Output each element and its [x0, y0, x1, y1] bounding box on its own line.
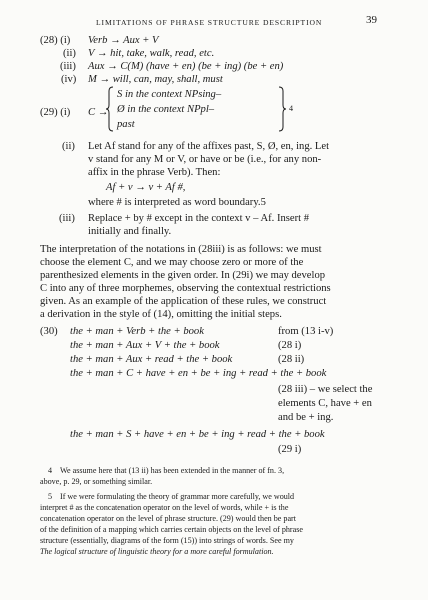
derivation-source: from (13 i-v) — [278, 326, 334, 337]
footnote-5-line: The logical structure of linguistic theory for a more careful formulation. — [40, 547, 274, 556]
derivation-source: (28 ii) — [278, 354, 305, 365]
footnote-4-line: above, p. 29, or something similar. — [40, 477, 153, 486]
footnote-5-line: of the definition of a mapping which carries certain objects on the level of phrase — [40, 525, 303, 534]
footnote-5-line: If we were formulating the theory of grammar more carefully, we would — [60, 492, 295, 501]
body-line: parenthesized elements in the given order. In (29i) we may develop — [40, 270, 326, 281]
rule-29-case-3: past — [117, 119, 135, 130]
footnote-5-line: structure (essentially, diagrams of the form (15)) into strings of words. See my — [40, 536, 294, 545]
footnote-4-mark: 4 — [48, 466, 53, 475]
footnote-4-line: We assume here that (13 ii) has been extended in the manner of fn. 3, — [60, 466, 285, 475]
rule-29-i-number: (29) (i) — [40, 107, 71, 118]
body-line: The interpretation of the notations in (28iii) is as follows: we must — [40, 244, 322, 255]
left-brace — [105, 86, 115, 132]
body-line: given. As an example of the application of these rules, we construct — [40, 296, 327, 307]
rule-29-ii-line: where # is interpreted as word boundary.5 — [88, 197, 266, 208]
body-line: C into any of three morphemes, observing the contextual restrictions — [40, 283, 331, 294]
derivation-source: (29 i) — [278, 444, 302, 455]
derivation-note: and be + ing. — [278, 412, 334, 423]
derivation-string: the + man + S + have + en + be + ing + read + the + book — [70, 429, 325, 440]
derivation-string: the + man + Aux + read + the + book — [70, 354, 233, 365]
rule-29-case-2: Ø in the context NPpl– — [117, 104, 215, 115]
rule-29-i-lhs: C → — [88, 107, 109, 118]
page-number: 39 — [366, 14, 377, 26]
rule-29-ii-line: v stand for any M or V, or have or be (i.e., for any non- — [88, 154, 322, 165]
right-brace — [278, 86, 288, 132]
footnote-5-mark: 5 — [48, 492, 53, 501]
body-line: choose the element C, and we may choose zero or more of the — [40, 257, 304, 268]
derivation-note: elements C, have + en — [278, 398, 372, 409]
rule-28-ii-text: V → hit, take, walk, read, etc. — [88, 48, 215, 59]
rule-29-ii-number: (ii) — [62, 141, 75, 152]
body-line: a derivation in the style of (14), omitting the initial steps. — [40, 309, 282, 320]
derivation-string: the + man + Aux + V + the + book — [70, 340, 220, 351]
rule-29-case-1: S in the context NPsing– — [117, 89, 222, 100]
derivation-string: the + man + C + have + en + be + ing + read + the + book — [70, 368, 327, 379]
rule-28-iv-number: (iv) — [61, 74, 77, 85]
footnote-5-line: interpret # as the concatenation operator on the level of words, while + is the — [40, 503, 289, 512]
rule-29-iii-line: Replace + by # except in the context v – Af. Insert # — [88, 213, 310, 224]
derivation-source: (28 i) — [278, 340, 302, 351]
rule-29-ii-line: affix in the phrase Verb). Then: — [88, 167, 221, 178]
derivation-note: (28 iii) – we select the — [278, 384, 373, 395]
rule-29-iii-line: initially and finally. — [88, 226, 172, 237]
derivation-number: (30) — [40, 326, 58, 337]
rule-28-i-text: Verb → Aux + V — [88, 35, 159, 46]
derivation-string: the + man + Verb + the + book — [70, 326, 204, 337]
rule-28-ii-number: (ii) — [63, 48, 76, 59]
rule-28-i-number: (28) (i) — [40, 35, 71, 46]
footnote-5-line: concatenation operator on the level of phrase structure. (29) would then be part — [40, 514, 296, 523]
rule-28-iii-number: (iii) — [60, 61, 76, 72]
running-title: LIMITATIONS OF PHRASE STRUCTURE DESCRIPTION — [96, 18, 323, 27]
rule-29-ii-line: Let Af stand for any of the affixes past, S, Ø, en, ing. Let — [88, 141, 330, 152]
rule-28-iv-text: M → will, can, may, shall, must — [88, 74, 223, 85]
affix-rule: Af + v → v + Af #, — [106, 182, 186, 193]
rule-29-iii-number: (iii) — [59, 213, 75, 224]
rule-28-iii-text: Aux → C(M) (have + en) (be + ing) (be + en) — [88, 61, 284, 72]
footnote-mark-4: 4 — [289, 104, 294, 113]
